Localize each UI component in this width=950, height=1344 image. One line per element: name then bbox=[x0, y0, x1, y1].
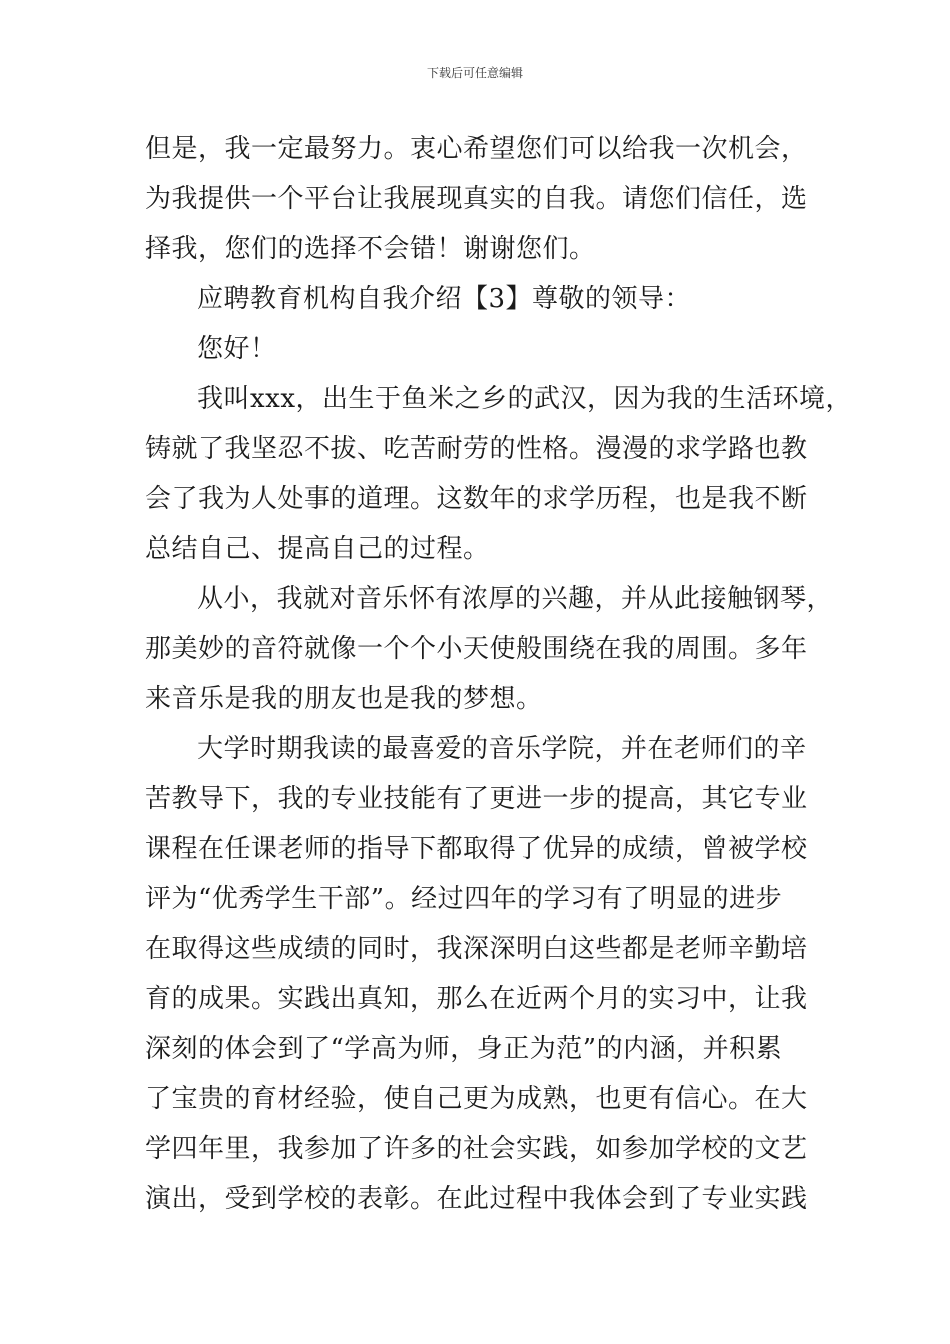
text-line: 育的成果。实践出真知，那么在近两个月的实习中，让我 bbox=[145, 984, 808, 1014]
text-line: 择我，您们的选择不会错！谢谢您们。 bbox=[145, 234, 596, 264]
greeting: 您好！ bbox=[197, 334, 277, 364]
text-line: 大学时期我读的最喜爱的音乐学院，并在老师们的辛 bbox=[197, 734, 807, 764]
text-line: 会了我为人处事的道理。这数年的求学历程，也是我不断 bbox=[145, 484, 808, 514]
text-line: 在取得这些成绩的同时，我深深明白这些都是老师辛勤培 bbox=[145, 934, 808, 964]
text-line: 苦教导下，我的专业技能有了更进一步的提高，其它专业 bbox=[145, 784, 808, 814]
text-line: 评为“优秀学生干部”。经过四年的学习有了明显的进步 bbox=[145, 884, 783, 914]
text-line: 课程在任课老师的指导下都取得了优异的成绩，曾被学校 bbox=[145, 834, 808, 864]
text-line: 从小，我就对音乐怀有浓厚的兴趣，并从此接触钢琴， bbox=[197, 584, 834, 614]
text-line: 学四年里，我参加了许多的社会实践，如参加学校的文艺 bbox=[145, 1134, 808, 1164]
text-line: 为我提供一个平台让我展现真实的自我。请您们信任，选 bbox=[145, 184, 808, 214]
text-line: 了宝贵的育材经验，使自己更为成熟，也更有信心。在大 bbox=[145, 1084, 808, 1114]
text-line: 深刻的体会到了“学高为师，身正为范”的内涵，并积累 bbox=[145, 1034, 783, 1064]
section-heading: 应聘教育机构自我介绍【3】尊敬的领导： bbox=[197, 284, 692, 314]
text-line: 但是，我一定最努力。衷心希望您们可以给我一次机会， bbox=[145, 134, 808, 164]
text-line: 来音乐是我的朋友也是我的梦想。 bbox=[145, 684, 543, 714]
text-line: 总结自己、提高自己的过程。 bbox=[145, 534, 490, 564]
document-body bbox=[145, 124, 852, 1224]
text-line: 铸就了我坚忍不拔、吃苦耐劳的性格。漫漫的求学路也教 bbox=[145, 434, 808, 464]
text-line: 那美妙的音符就像一个个小天使般围绕在我的周围。多年 bbox=[145, 634, 808, 664]
text-line: 我叫xxx，出生于鱼米之乡的武汉，因为我的生活环境， bbox=[197, 384, 852, 414]
page-header: 下载后可任意编辑 bbox=[426, 66, 523, 80]
text-line: 演出，受到学校的表彰。在此过程中我体会到了专业实践 bbox=[145, 1184, 808, 1214]
